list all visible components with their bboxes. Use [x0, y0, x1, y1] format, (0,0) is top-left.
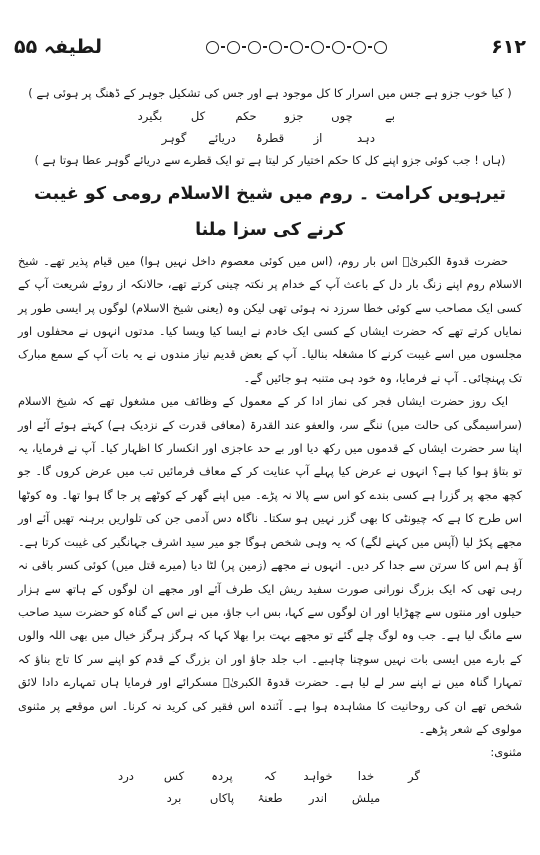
verse-word: پردہ — [211, 768, 233, 783]
section-title: لطیفہ ۵۵ — [14, 36, 103, 58]
ornament-link — [263, 46, 267, 48]
verse-word: گر — [408, 768, 420, 783]
verse-word: جزو — [284, 109, 304, 124]
verse-2-line-2 — [18, 787, 522, 809]
chapter-heading: تیرہویں کرامت ۔ روم میں شیخ الاسلام رومی کو غیبت کرنے کی سزا ملنا — [34, 183, 506, 240]
verse-word: برد — [166, 790, 182, 805]
ornament-circle — [374, 41, 387, 54]
verse-word: از — [313, 131, 323, 146]
ornament-circle — [206, 41, 219, 54]
verse-word: دریائے — [208, 131, 236, 146]
verse-2-line-1 — [18, 765, 522, 787]
masnavi-label: مثنوی: — [490, 745, 522, 760]
verse-word: بے — [384, 109, 396, 124]
ornament-link — [326, 46, 330, 48]
verse-word: طعنۂ — [257, 790, 283, 805]
verse-word: درد — [118, 768, 134, 783]
verse-word: میلش — [351, 790, 381, 805]
ornament-link — [221, 46, 225, 48]
ornament-circle — [227, 41, 240, 54]
ornament-link — [368, 46, 372, 48]
ornament-circle — [269, 41, 282, 54]
verse-word: کہ — [263, 768, 277, 783]
ornament-link — [284, 46, 288, 48]
header-ornament-icon — [206, 41, 387, 54]
ornament-circle — [311, 41, 324, 54]
page-header — [14, 30, 526, 64]
ornament-circle — [290, 41, 303, 54]
ornament-link — [347, 46, 351, 48]
page-number: ۶۱۲ — [491, 36, 526, 58]
ornament-circle — [248, 41, 261, 54]
verse-word: خواہد — [303, 768, 333, 783]
verse-word: کس — [163, 768, 185, 783]
ornament-circle — [332, 41, 345, 54]
verse-note: (ہاں ! جب کوئی جزو اپنے کل کا حکم اختیار کر لیتا ہے تو ایک قطرے سے دریائے گوہر عطا ہوتا ہے ) — [34, 153, 506, 168]
verse-word: کل — [190, 109, 206, 124]
verse-1-line-1 — [18, 105, 522, 127]
paragraph-2: ایک روز حضرت ایشاں فجر کی نماز ادا کر کے معمول کے وظائف میں مشغول تھے کہ شیخ الاسلام (سراسیمگی کی حالت میں) ننگے سر، والعفو عند القدرۃ (معافی قدرت کے نزدیک ہے) کہتے ہوئے آئے اور اپنا سر حضرت ایشاں کے قدموں میں رکھ دیا اور بے حد عاجزی اور انکسار کا اظہار کیا۔ آپ نے فرمایا، یہ تو بتاؤ ہوا کیا ہے؟ انہوں نے عرض کیا پہلے آپ عنایت کر کے معاف فرمائیں تب میں عرض کروں گا۔ جو کچھ مجھ پر گزرا ہے کسی بندے کو اس سے پالا نہ پڑے۔ میں اپنے گھر کے کوٹھے پر جا گا ہوا تھا۔ وہ کوٹھا اس طرح کا ہے کہ چیونٹی کا بھی گزر نہیں ہو سکتا۔ ناگاہ دس آدمی جن کی تلواریں برہنہ تھیں آئے اور مجھے پکڑ لیا (آپس میں کہنے لگے) کہ یہ وہی شخص ہوگا جو میر سید اشرف جہانگیر کی غیبت کرتا ہے۔ آؤ ہم اس کا سرتن سے جدا کر دیں۔ انہوں نے مجھے (زمین پر) لٹا دیا (میرے قتل میں) کوئی کسر باقی نہ رہی تھی کہ ایک بزرگ نورانی صورت سفید ریش ایک طرف آئے اور مجھے ان لوگوں کے ہاتھ سے ہزار حیلوں اور منتوں سے چھڑایا اور ان لوگوں سے کہا، بس اب جاؤ، میں نے اس کے گناہ کو حضرت سید صاحب سے مانگ لیا ہے۔ جب وہ لوگ چلے گئے تو مجھے بہت برا بھلا کہا کہ ہرگز ہرگز خیال میں بھی اللہ والوں کے بارے میں ایسی بات نہیں سوچنا چاہیے۔ اب جلد جاؤ اور ان بزرگ کے قدم کو اپنے سر کا تاج بناؤ کہ تمہارا گناہ میں نے اپنے سر لے لیا ہے۔ حضرت قدوۃ الکبریٰؒ مسکرائے اور فرمایا ہاں تمہارے دادا لائق شخص تھے ان کی روحانیت کا مشاہدہ ہوا ہے۔ آئندہ اس فقیر کی کرید نہ کرنا۔ اس موقعے پر مثنوی مولوی کے شعر پڑھے۔ — [18, 394, 522, 736]
verse-word: پاکاں — [209, 790, 235, 805]
ornament-link — [242, 46, 246, 48]
ornament-circle — [353, 41, 366, 54]
ornament-link — [305, 46, 309, 48]
verse-word: بگیرد — [137, 109, 163, 124]
verse-word: دہد — [356, 131, 376, 146]
verse-intro: ( کیا خوب جزو ہے جس میں اسرار کا کل موجود ہے اور جس کی تشکیل جوہر کے ڈھنگ پر ہوئی ہے ) — [28, 86, 512, 100]
page-body — [18, 82, 522, 809]
verse-word: چوں — [331, 109, 353, 124]
verse-word: گوہر — [161, 131, 187, 146]
paragraph-1: حضرت قدوۃ الکبریٰؒ اس بار روم، (اس میں کوئی معصوم داخل نہیں ہوا) میں قیام پذیر تھے۔ شیخ الاسلام روم اپنے زنگ بار دل کے باعث آپ کے خدام پر نکتہ چینی کرتے تھے، حالانکہ از روئے شریعت آپ کے کسی ایک مصاحب سے کوئی خطا سرزد نہ ہوئی تھی لیکن وہ (یعنی شیخ الاسلام) لوگوں پر ایسی طور پر نمایاں کرتے تھے کہ حضرت ایشاں کے کسی ایک خادم نے ایسا کیا ویسا کیا۔ مدتوں انہوں نے محفلوں اور مجلسوں میں اسے غیبت کرنے کا مشغلہ بنالیا۔ آپ کے بعض قدیم نیاز مندوں نے یہ بات آپ کے سمع مبارک تک پہنچائی۔ آپ نے فرمایا، وہ خود ہی متنبہ ہو جائیں گے۔ — [18, 253, 522, 385]
verse-word: قطرۂ — [255, 131, 285, 146]
verse-word: اندر — [308, 790, 328, 805]
verse-word: حکم — [235, 109, 257, 124]
verse-1-line-2 — [18, 127, 522, 149]
verse-word: خدا — [357, 768, 375, 783]
